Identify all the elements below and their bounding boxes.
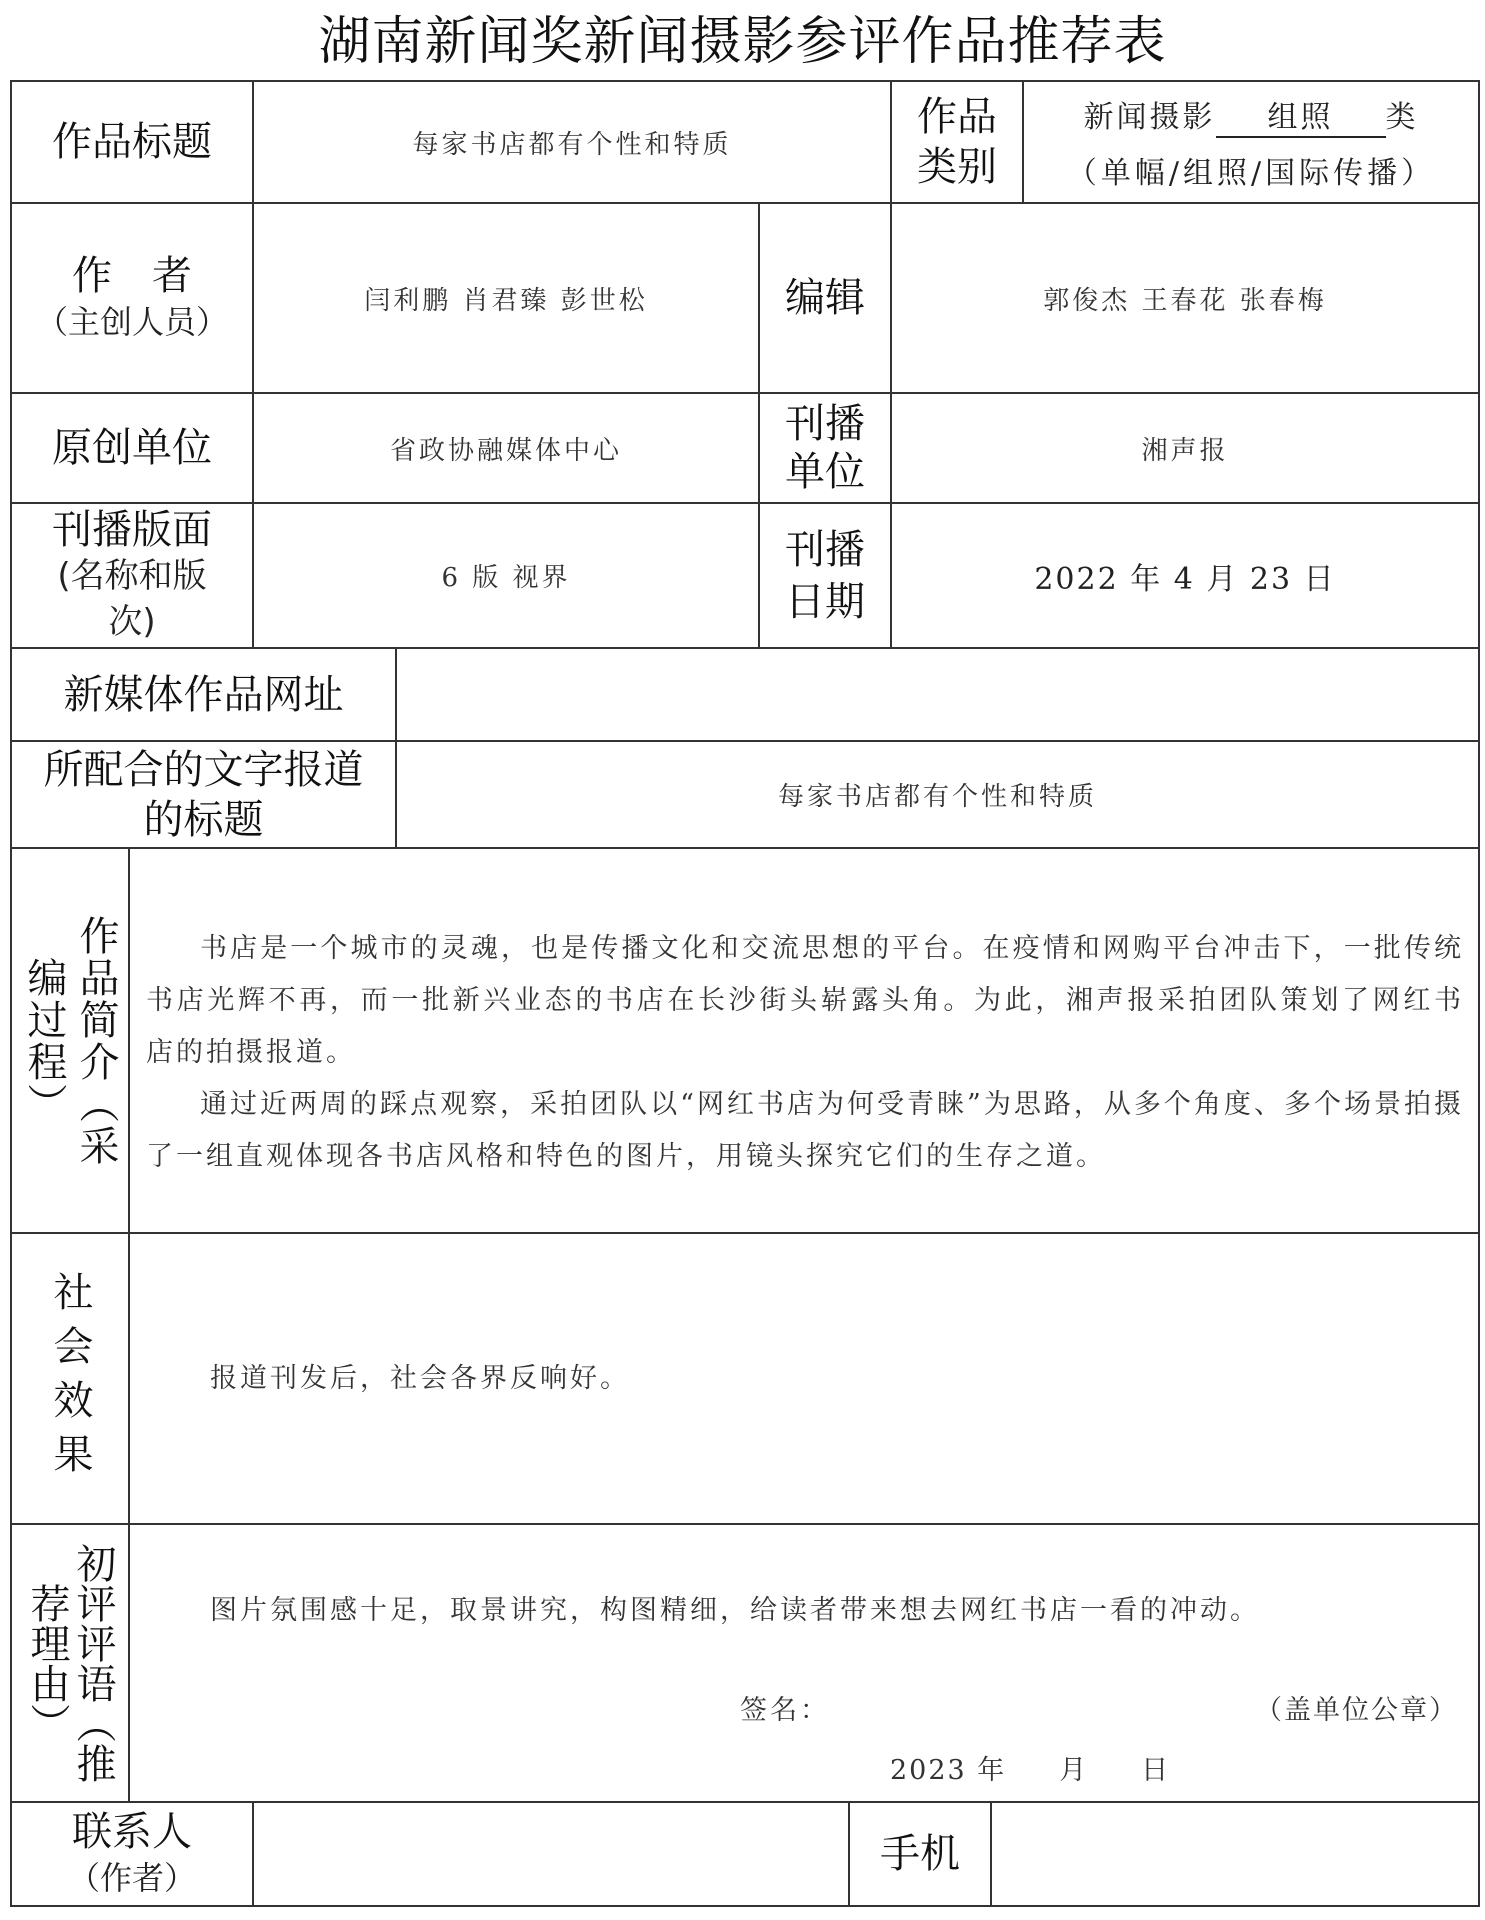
contact-label-line1: 联系人 (72, 1809, 192, 1855)
related-report-field[interactable]: 每家书店都有个性和特质 (777, 782, 1097, 812)
publish-page-field[interactable]: 6 版 视界 (441, 563, 571, 593)
social-effect-value: 报道刊发后，社会各界反响好。 (210, 1362, 630, 1394)
signature-label: 签名： (740, 1695, 830, 1726)
publish-date-label-line1: 刊播 (785, 526, 865, 573)
author-label-line1: 作 者 (72, 253, 192, 299)
new-media-url-field[interactable] (397, 649, 1478, 740)
author-field[interactable]: 闫利鹏 肖君臻 彭世松 (364, 285, 648, 316)
intro-paragraph-1: 书店是一个城市的灵魂，也是传播文化和交流思想的平台。在疫情和网购平台冲击下，一批传统书店光辉不再，而一批新兴业态的书店在长沙街头崭露头角。为此，湘声报采拍团队策划了网红书店的拍摄报道。 (146, 933, 1464, 1068)
publish-date-label-line2: 日期 (785, 578, 865, 625)
publish-page-label (12, 504, 252, 647)
contact-field[interactable] (254, 1803, 848, 1905)
new-media-url-label: 新媒体作品网址 (63, 671, 344, 718)
publish-page-label-line1: 刊播版面 (52, 506, 212, 553)
phone-field[interactable] (992, 1803, 1478, 1905)
related-report-label (12, 742, 395, 847)
related-report-label-line2: 的标题 (143, 796, 264, 843)
review-label: 初评评语（推荐理由） (24, 1543, 116, 1783)
work-category-field (1024, 82, 1478, 202)
intro-field[interactable] (130, 849, 1478, 1232)
contact-label-line2: （作者） (67, 1859, 196, 1897)
related-report-label-line1: 所配合的文字报道 (43, 746, 364, 793)
work-category-label-line2: 类别 (917, 144, 997, 190)
intro-label: 作品简介（采编过程） (21, 914, 119, 1167)
editor-label: 编辑 (785, 275, 865, 321)
work-title-label: 作品标题 (52, 119, 212, 165)
category-value-input[interactable]: 组照 (1216, 100, 1386, 138)
author-label (12, 204, 252, 392)
category-options-hint: （单幅/组照/国际传播） (1066, 156, 1436, 191)
work-category-label (892, 82, 1022, 202)
author-label-line2: （主创人员） (35, 303, 228, 341)
publish-page-label-line3: 次) (108, 601, 156, 642)
publish-date-label (760, 504, 890, 647)
publish-unit-label (760, 394, 890, 502)
publish-date-field[interactable]: 2022 年 4 月 23 日 (1034, 561, 1336, 597)
phone-label: 手机 (880, 1831, 960, 1877)
review-value[interactable]: 图片氛围感十足，取景讲究，构图精细，给读者带来想去网红书店一看的冲动。 (210, 1595, 1260, 1626)
publish-unit-label-line1: 刊播 (785, 401, 865, 447)
category-suffix: 类 (1385, 100, 1419, 135)
editor-field[interactable]: 郭俊杰 王春花 张春梅 (1043, 285, 1327, 316)
review-field (130, 1525, 1478, 1801)
social-effect-label: 社会效果 (47, 1270, 93, 1487)
work-title-field[interactable]: 每家书店都有个性和特质 (412, 129, 732, 160)
seal-label: （盖单位公章） (1255, 1695, 1458, 1726)
work-category-label-line1: 作品 (917, 94, 997, 140)
category-prefix: 新闻摄影 (1083, 100, 1216, 135)
publish-page-label-line2: (名称和版 (57, 555, 207, 596)
contact-label (12, 1803, 252, 1905)
origin-unit-label: 原创单位 (52, 425, 212, 471)
social-effect-field[interactable] (130, 1234, 1478, 1523)
publish-unit-label-line2: 单位 (785, 449, 865, 495)
intro-paragraph-2: 通过近两周的踩点观察，采拍团队以“网红书店为何受青睐”为思路，从多个角度、多个场景拍摄了一组直观体现各书店风格和特色的图片，用镜头探究它们的生存之道。 (146, 1089, 1464, 1172)
review-date[interactable]: 2023 年 月 日 (890, 1755, 1171, 1786)
document-title: 湖南新闻奖新闻摄影参评作品推荐表 (318, 12, 1167, 72)
publish-unit-field[interactable]: 湘声报 (1141, 435, 1229, 466)
origin-unit-field[interactable]: 省政协融媒体中心 (389, 435, 622, 466)
